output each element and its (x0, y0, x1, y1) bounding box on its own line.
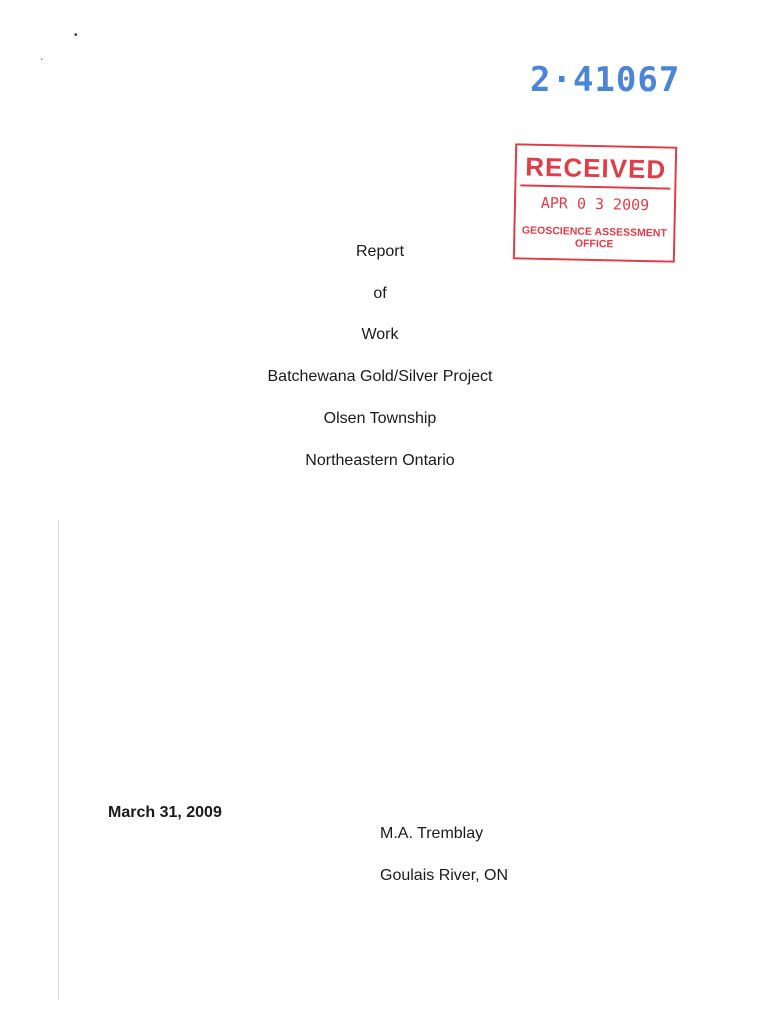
title-work: Work (361, 326, 399, 343)
township: Olsen Township (323, 410, 437, 427)
stamp-title: RECEIVED (520, 151, 671, 189)
author-name: M.A. Tremblay (380, 825, 484, 842)
stamp-office-line2: OFFICE (574, 237, 614, 251)
stamp-date: APR 0 3 2009 (540, 193, 650, 215)
scan-speck: • (74, 30, 78, 41)
document-number: 2·41067 (530, 60, 681, 100)
project-name: Batchewana Gold/Silver Project (267, 368, 493, 385)
stamp-office-line1: GEOSCIENCE ASSESSMENT (521, 224, 667, 240)
region: Northeastern Ontario (305, 452, 455, 469)
title-of: of (373, 285, 387, 302)
author-location: Goulais River, ON (380, 867, 509, 884)
report-date: March 31, 2009 (108, 804, 222, 821)
scan-speck: ` (40, 58, 44, 69)
left-binding-shadow (58, 520, 59, 1000)
title-report: Report (355, 243, 405, 260)
